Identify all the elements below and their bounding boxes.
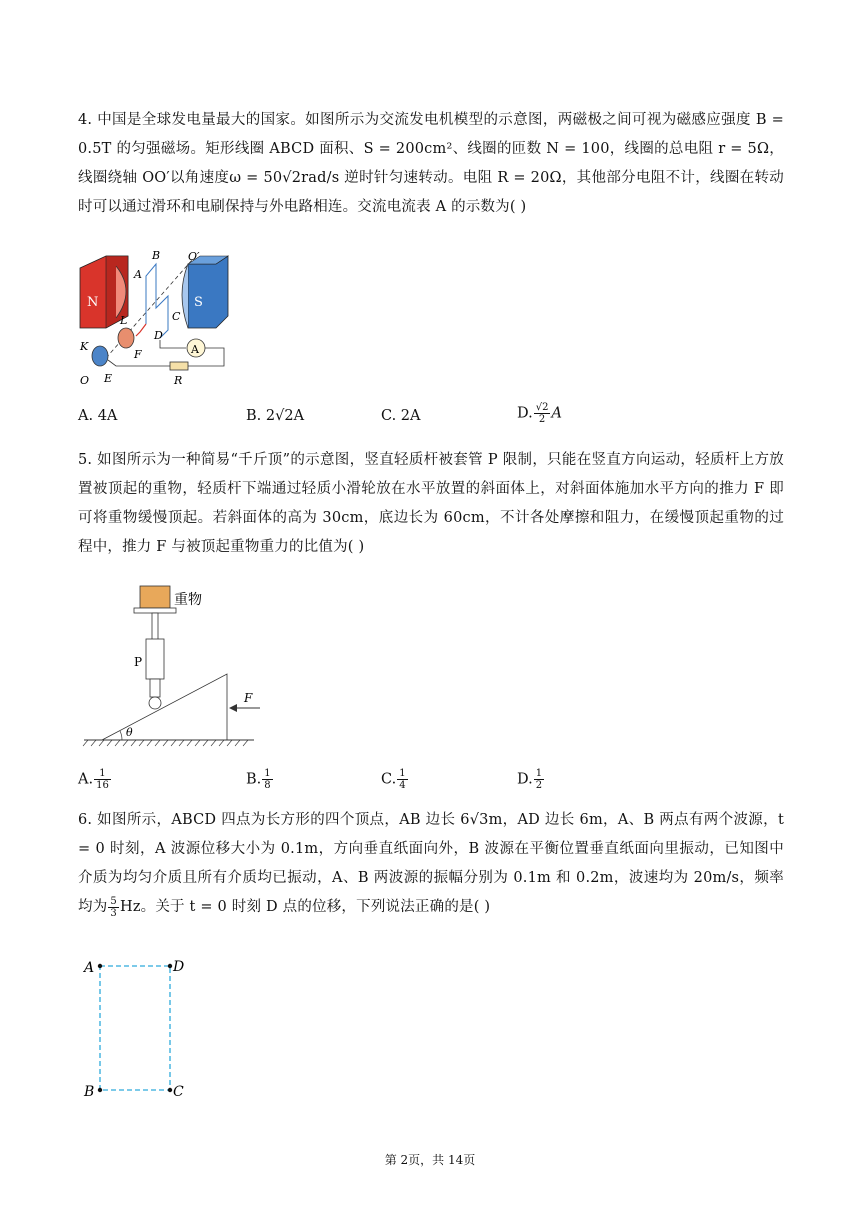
weight-box xyxy=(140,586,170,608)
weight-label: 重物 xyxy=(174,592,202,608)
svg-text:O: O xyxy=(80,374,90,387)
svg-text:F: F xyxy=(134,348,142,361)
question-5 xyxy=(78,446,784,562)
rectangle-diagram xyxy=(80,954,200,1104)
svg-text:A: A xyxy=(134,268,142,281)
svg-text:R: R xyxy=(174,374,183,387)
point-c-label: C xyxy=(173,1084,184,1100)
option-d[interactable]: D. $\frac{√2}{2}$ A xyxy=(517,402,562,425)
svg-text:E: E xyxy=(104,372,113,385)
magnet-s-label: S xyxy=(194,295,203,310)
option-b[interactable]: B. 2√2A xyxy=(246,408,305,424)
question-4-text: 4. 中国是全球发电量最大的国家。如图所示为交流发电机模型的示意图，两磁极之间可视为磁感应强度 B = 0.5T 的匀强磁场。矩形线圈 ABCD 面积、S = 200cm²、线圈的匝数 N = 100，线圈的总电阻 r = 5Ω，线圈绕轴 OO′以角速度ω = 50√2rad/s 逆时针匀速转动。电阻 R = 20Ω，其他部分电阻不计，线圈在转动时可以通过滑环和电刷保持与外电路相连。交流电流表 A 的示数为( ) xyxy=(78,112,784,215)
sleeve-label: P xyxy=(134,655,143,669)
svg-text:B: B xyxy=(152,249,161,262)
force-label: F xyxy=(244,691,253,705)
point-d-label: D xyxy=(173,959,185,975)
question-6 xyxy=(78,806,784,922)
svg-text:O′: O′ xyxy=(188,250,200,263)
magnet-s-shape xyxy=(188,256,228,328)
option-d[interactable]: D. $\frac{1}{2}$ xyxy=(517,768,543,791)
question-4-options xyxy=(78,402,784,438)
point-a-label: A xyxy=(84,960,95,976)
dashed-rectangle xyxy=(100,966,170,1090)
generator-figure xyxy=(76,246,236,395)
point-b-label: B xyxy=(84,1084,95,1100)
svg-text:D: D xyxy=(154,329,163,342)
svg-text:K: K xyxy=(80,340,89,353)
svg-text:C: C xyxy=(172,310,181,323)
page-footer: 第 2页，共 14页 xyxy=(384,1153,476,1167)
jack-diagram xyxy=(82,584,262,749)
svg-text:L: L xyxy=(120,314,128,327)
option-a[interactable]: A. $\frac{1}{16}$ xyxy=(78,768,109,791)
jack-figure xyxy=(82,584,262,753)
magnet-n-label: N xyxy=(87,295,99,310)
rectangle-figure xyxy=(80,954,200,1108)
question-6-text: 6. 如图所示，ABCD 四点为长方形的四个顶点，AB 边长 6√3m，AD 边长 6m，A、B 两点有两个波源，t = 0 时刻，A 波源位移大小为 0.1m，方向垂直纸面向外，B 波源在平衡位置垂直纸面向里振动，已知图中介质为均匀介质且所有介质均已振动，A、B 两波源的振幅分别为 0.1m 和 0.2m，波速均为 20m/s，频率均为 $\frac{5}{3}$ Hz。关于 t = 0 时刻 D 点的位移，下列说法正确的是( ) xyxy=(78,812,784,919)
generator-diagram xyxy=(76,246,236,391)
option-c[interactable]: C. 2A xyxy=(381,408,421,424)
angle-label: θ xyxy=(126,726,133,739)
question-4 xyxy=(78,106,784,222)
option-c[interactable]: C. $\frac{1}{4}$ xyxy=(381,768,406,791)
option-a[interactable]: A. 4A xyxy=(78,408,118,424)
ammeter-label: A xyxy=(191,343,199,356)
question-5-text: 5. 如图所示为一种简易“千斤顶”的示意图，竖直轻质杆被套管 P 限制，只能在竖直方向运动，轻质杆上方放置被顶起的重物，轻质杆下端通过轻质小滑轮放在水平放置的斜面体上，对斜面体施加水平方向的推力 F 即可将重物缓慢顶起。若斜面体的高为 30cm，底边长为 60cm，不计各处摩擦和阻力，在缓慢顶起重物的过程中，推力 F 与被顶起重物重力的比值为( ) xyxy=(78,452,784,555)
question-5-options xyxy=(78,768,784,798)
option-b[interactable]: B. $\frac{1}{8}$ xyxy=(246,768,271,791)
